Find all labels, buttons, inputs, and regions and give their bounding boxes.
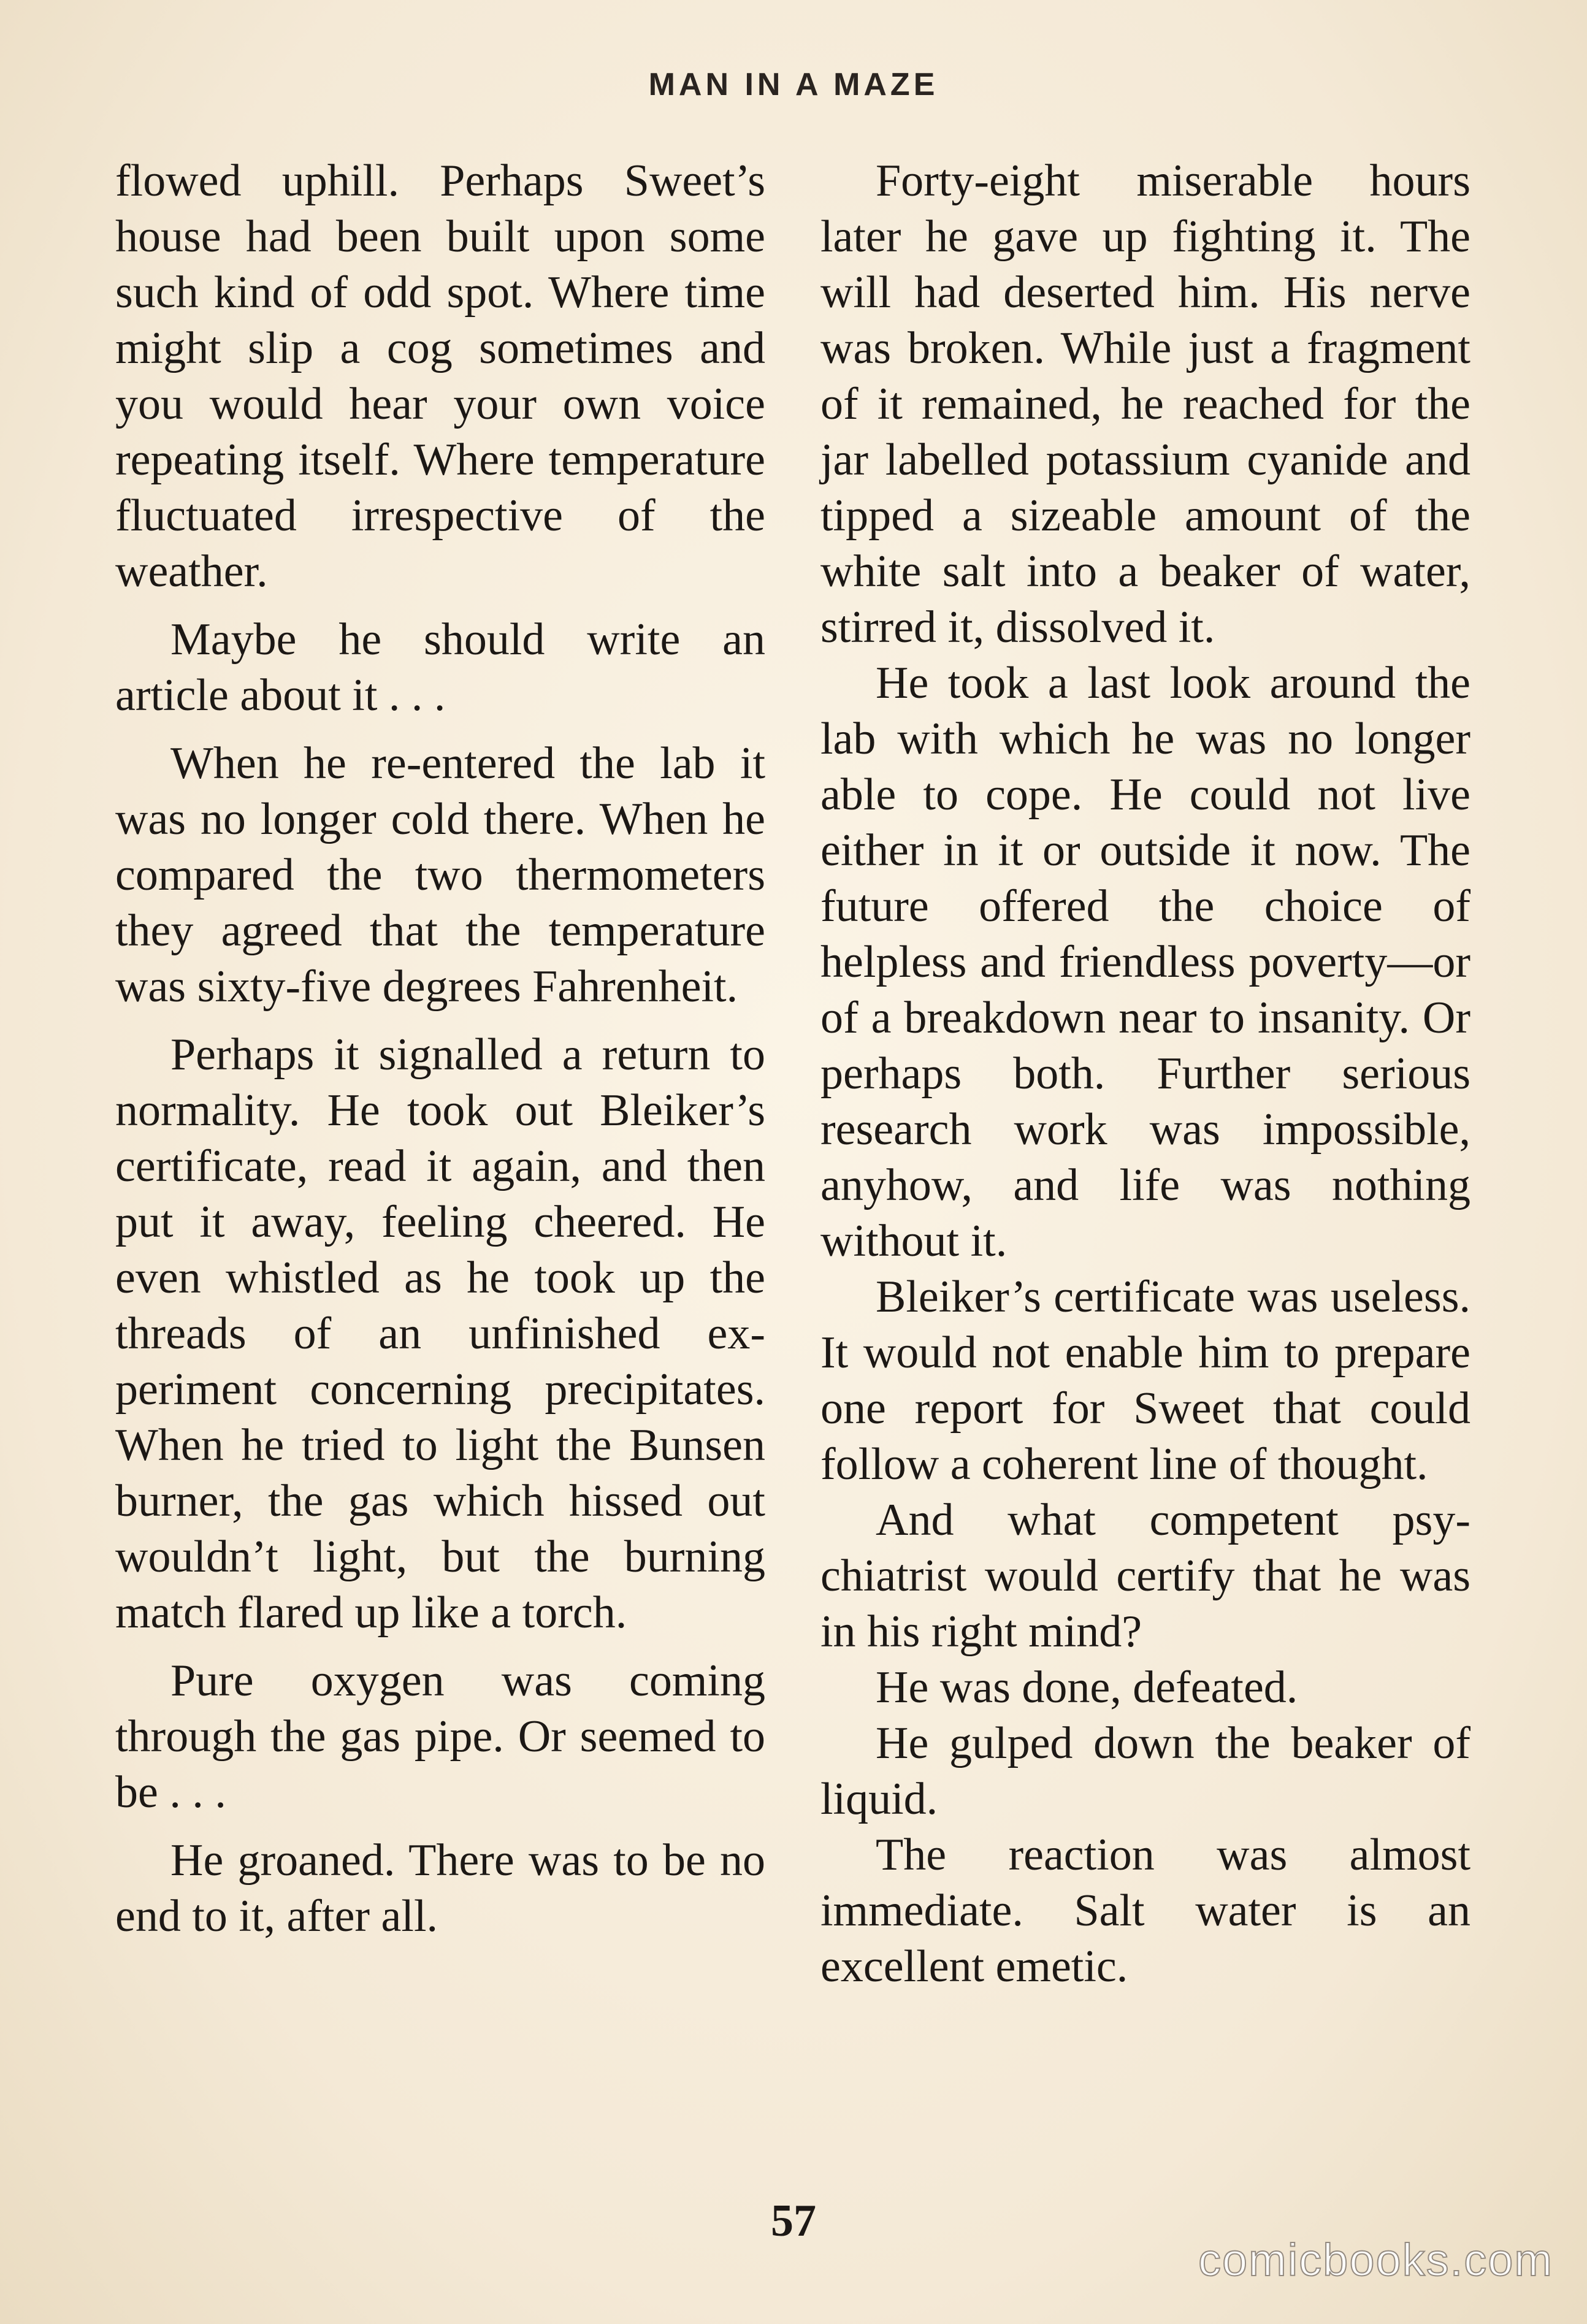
paragraph: He took a last look around the lab with which he was no longer able to cope. He could not live either in it or outside it now. The future offered the choice of helpless and friendless poverty—or of a breakdown near to insanity. Or perhaps both. Further serious research work was impossible, anyhow, and life was nothing without it. [820,658,1470,1266]
paragraph: flowed uphill. Perhaps Sweet’s house had been built upon some such kind of odd spot. Where time might slip a cog sometimes and you would hear your own voice repeating itself. Where temperature fluctuated irrespective of the weather. [115,156,765,597]
left-column [115,153,765,1957]
paragraph: He gulped down the beaker of liquid. [820,1718,1470,1824]
right-column [820,153,1470,1995]
paragraph: Perhaps it signalled a return to normality. He took out Bleiker’s certificate, read it again, and then put it away, feeling cheered. He even whistled as he took up the threads of an unfinished experiment concerning precipitates. When he tried to light the Bunsen burner, the gas which hissed out wouldn’t light, but the burning match flared up like a torch. [115,1030,765,1638]
paragraph: Maybe he should write an article about it . . . [115,614,765,721]
paragraph: When he re-entered the lab it was no longer cold there. When he compared the two thermometers they agreed that the temperature was sixty-five degrees Fahrenheit. [115,738,765,1012]
watermark: comicbooks.com [1198,2234,1553,2285]
paragraph: Pure oxygen was coming through the gas pipe. Or seemed to be . . . [115,1656,765,1818]
paragraph: And what competent psychiatrist would certify that he was in his right mind? [820,1495,1470,1657]
paragraph: He was done, defeated. [876,1662,1298,1713]
running-title: MAN IN A MAZE [648,67,939,102]
page-number: 57 [771,2196,816,2246]
paragraph: The reaction was almost immediate. Salt water is an excellent emetic. [820,1830,1470,1992]
paragraph: Forty-eight miserable hours later he gave up fighting it. The will had deserted him. His nerve was broken. While just a fragment of it remained, he reached for the jar labelled potassium cyanide and tipped a sizeable amount of the white salt into a beaker of water, stirred it, dissolved it. [820,156,1470,652]
paragraph: He groaned. There was to be no end to it, after all. [115,1835,765,1941]
paragraph: Bleiker’s certificate was useless. It would not enable him to prepare one report for Sweet that could follow a coherent line of thought. [820,1272,1470,1489]
